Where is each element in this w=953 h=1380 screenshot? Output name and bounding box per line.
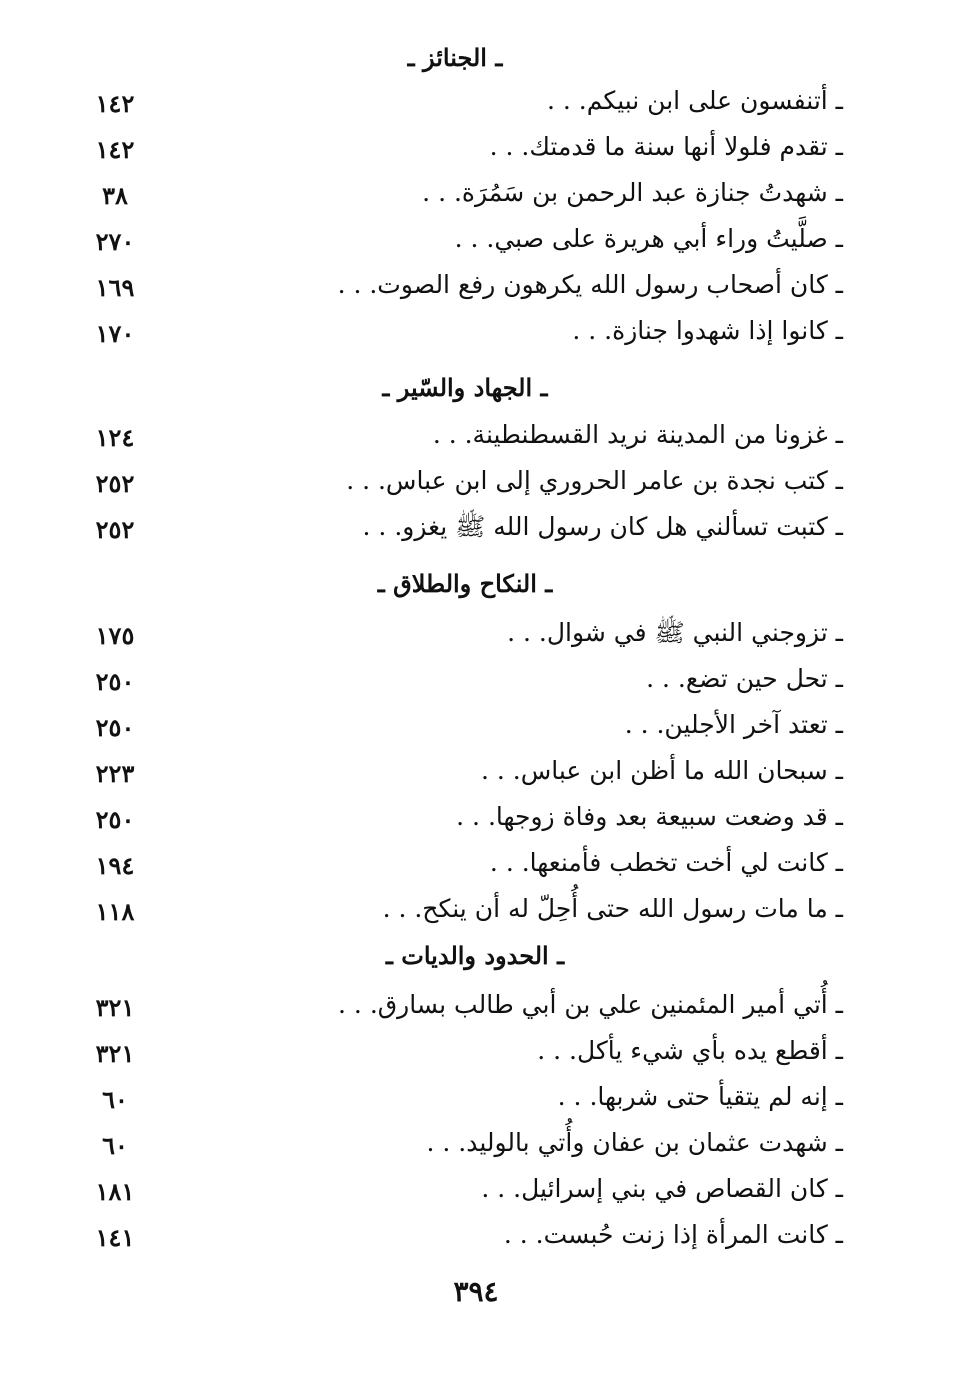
entry-page-number: ١٧٠ — [95, 319, 135, 348]
index-entry — [0, 458, 953, 504]
entry-text: ـ شهدت عثمان بن عفان وأُتي بالوليد. . . — [426, 1128, 843, 1157]
index-entry — [0, 124, 953, 170]
entry-text: ـ تزوجني النبي ﷺ في شوال. . . — [507, 618, 843, 647]
entry-page-number: ٢٥٢ — [95, 469, 135, 498]
entry-text: ـ كانوا إذا شهدوا جنازة. . . — [572, 316, 843, 345]
index-entry — [0, 886, 953, 932]
entry-text: ـ كانت لي أخت تخطب فأمنعها. . . — [489, 848, 843, 877]
entry-text: ـ إنه لم يتقيأ حتى شربها. . . — [557, 1082, 843, 1111]
entry-text: ـ قد وضعت سبيعة بعد وفاة زوجها. . . — [456, 802, 843, 831]
entry-page-number: ٢٥٠ — [95, 667, 135, 696]
index-entry — [0, 982, 953, 1028]
entry-page-number: ٣٢١ — [95, 1039, 135, 1068]
entry-page-number: ٢٧٠ — [95, 227, 135, 256]
index-entry — [0, 794, 953, 840]
entry-page-number: ١٤١ — [95, 1223, 135, 1252]
entry-text: ـ أتنفسون على ابن نبيكم. . . — [547, 86, 843, 115]
index-entry — [0, 656, 953, 702]
entry-page-number: ٦٠ — [102, 1131, 128, 1160]
entry-text: ـ تعتد آخر الأجلين. . . — [624, 710, 843, 739]
index-entry — [0, 702, 953, 748]
index-entry — [0, 216, 953, 262]
entry-page-number: ٢٥٠ — [95, 805, 135, 834]
index-entry — [0, 1166, 953, 1212]
index-entry — [0, 308, 953, 354]
entry-text: ـ صلَّيتُ وراء أبي هريرة على صبي. . . — [454, 224, 843, 253]
entry-text: ـ كان أصحاب رسول الله يكرهون رفع الصوت. . . — [337, 270, 843, 299]
entry-page-number: ٢٥٢ — [95, 515, 135, 544]
index-entry — [0, 1074, 953, 1120]
section-heading: ـ الحدود والديات ـ — [385, 941, 565, 970]
index-entry — [0, 748, 953, 794]
entry-page-number: ١١٨ — [95, 897, 135, 926]
entry-text: ـ ما مات رسول الله حتى أُحِلّ له أن ينكح. . . — [382, 894, 843, 923]
entry-text: ـ كتب نجدة بن عامر الحروري إلى ابن عباس. . . — [346, 466, 843, 495]
entry-text: ـ تقدم فلولا أنها سنة ما قدمتك. . . — [489, 132, 843, 161]
index-entry — [0, 170, 953, 216]
entry-page-number: ١٧٥ — [95, 621, 135, 650]
entry-text: ـ سبحان الله ما أظن ابن عباس. . . — [481, 756, 843, 785]
section-heading: ـ الجنائز ـ — [407, 43, 503, 72]
entry-text: ـ كانت المرأة إذا زنت حُبست. . . — [503, 1220, 843, 1249]
index-entry — [0, 504, 953, 550]
entry-page-number: ١٤٢ — [95, 89, 135, 118]
page-number: ٣٩٤ — [453, 1275, 499, 1308]
entry-text: ـ كتبت تسألني هل كان رسول الله ﷺ يغزو. . . — [362, 512, 843, 541]
index-entry — [0, 840, 953, 886]
entry-page-number: ٢٥٠ — [95, 713, 135, 742]
entry-page-number: ١٢٤ — [95, 423, 135, 452]
section-heading: ـ النكاح والطلاق ـ — [377, 569, 553, 598]
entry-page-number: ٣٨ — [102, 181, 128, 210]
entry-text: ـ تحل حين تضع. . . — [646, 664, 843, 693]
index-entry — [0, 1028, 953, 1074]
index-entry — [0, 1212, 953, 1258]
index-entry — [0, 262, 953, 308]
entry-text: ـ شهدتُ جنازة عبد الرحمن بن سَمُرَة. . . — [422, 178, 843, 207]
index-entry — [0, 610, 953, 656]
index-entry — [0, 78, 953, 124]
entry-text: ـ غزونا من المدينة نريد القسطنطينة. . . — [432, 420, 843, 449]
entry-page-number: ٣٢١ — [95, 993, 135, 1022]
entry-page-number: ١٤٢ — [95, 135, 135, 164]
entry-text: ـ أُتي أمير المئمنين علي بن أبي طالب بسارق. . . — [338, 990, 843, 1019]
index-entry — [0, 412, 953, 458]
section-heading: ـ الجهاد والسّير ـ — [382, 373, 548, 402]
entry-page-number: ١٦٩ — [95, 273, 135, 302]
entry-page-number: ١٨١ — [95, 1177, 135, 1206]
entry-text: ـ أقطع يده بأي شيء يأكل. . . — [537, 1036, 843, 1065]
entry-page-number: ٢٢٣ — [95, 759, 135, 788]
entry-page-number: ١٩٤ — [95, 851, 135, 880]
entry-text: ـ كان القصاص في بني إسرائيل. . . — [481, 1174, 843, 1203]
entry-page-number: ٦٠ — [102, 1085, 128, 1114]
index-entry — [0, 1120, 953, 1166]
